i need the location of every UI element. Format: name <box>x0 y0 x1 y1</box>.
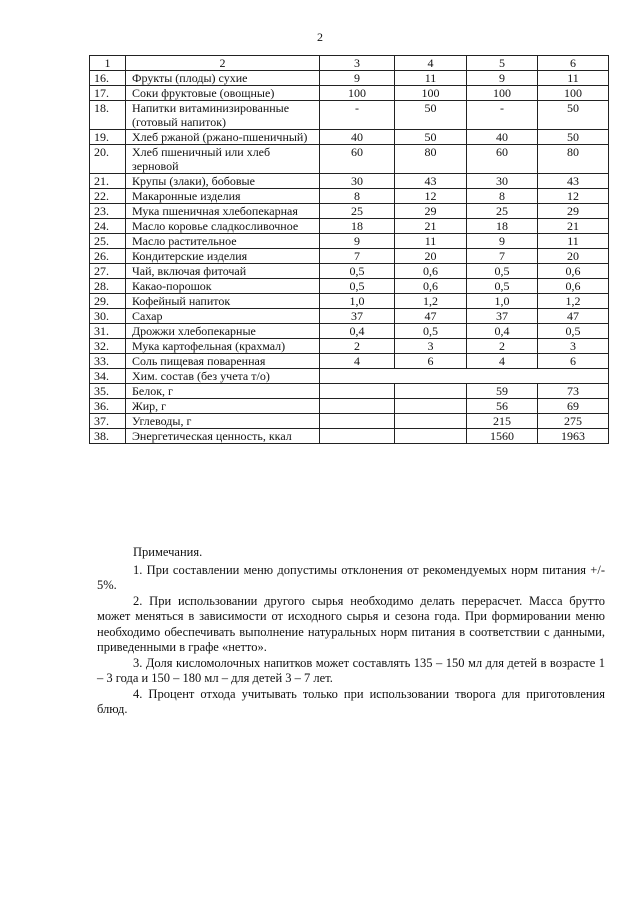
value-cell: 1963 <box>538 429 609 444</box>
row-number: 27. <box>90 264 126 279</box>
note-item: 2. При использовании другого сырья необходимо делать перерасчет. Масса брутто может меняться в зависимости от исходного сырья и сезона года. При формировании меню необходимо обеспечивать выполнение натуральных норм питания в соответствии с данными, приведенными в графе «нетто». <box>97 593 605 654</box>
row-number: 34. <box>90 369 126 384</box>
notes-section <box>97 545 605 718</box>
nutrient-name: Энергетическая ценность, ккал <box>126 429 320 444</box>
value-cell: 37 <box>320 309 395 324</box>
value-cell: - <box>467 101 538 130</box>
value-cell: 40 <box>467 130 538 145</box>
table-row <box>90 71 609 86</box>
product-name: Крупы (злаки), бобовые <box>126 174 320 189</box>
row-number: 25. <box>90 234 126 249</box>
table-row <box>90 86 609 101</box>
empty-cell <box>395 399 467 414</box>
row-number: 35. <box>90 384 126 399</box>
table-row <box>90 130 609 145</box>
row-number: 36. <box>90 399 126 414</box>
value-cell: 100 <box>467 86 538 101</box>
value-cell: 11 <box>538 234 609 249</box>
empty-cell <box>320 399 395 414</box>
note-item: 3. Доля кисломолочных напитков может составлять 135 – 150 мл для детей в возрасте 1 – 3 года и 150 – 180 мл – для детей 3 – 7 лет. <box>97 655 605 685</box>
product-name: Макаронные изделия <box>126 189 320 204</box>
value-cell: 11 <box>395 71 467 86</box>
product-name: Дрожжи хлебопекарные <box>126 324 320 339</box>
product-name: Соль пищевая поваренная <box>126 354 320 369</box>
empty-cell <box>395 414 467 429</box>
value-cell: 47 <box>538 309 609 324</box>
value-cell: 37 <box>467 309 538 324</box>
value-cell: 50 <box>395 101 467 130</box>
empty-cell <box>395 429 467 444</box>
product-name: Масло растительное <box>126 234 320 249</box>
value-cell: 9 <box>467 71 538 86</box>
row-number: 16. <box>90 71 126 86</box>
value-cell: 21 <box>395 219 467 234</box>
value-cell: 100 <box>395 86 467 101</box>
value-cell: 18 <box>320 219 395 234</box>
composition-title-row <box>90 369 609 384</box>
value-cell: 43 <box>538 174 609 189</box>
value-cell: 25 <box>320 204 395 219</box>
column-header: 4 <box>395 56 467 71</box>
product-name: Мука картофельная (крахмал) <box>126 339 320 354</box>
value-cell: 25 <box>467 204 538 219</box>
value-cell: 7 <box>467 249 538 264</box>
product-name: Масло коровье сладкосливочное <box>126 219 320 234</box>
value-cell: 69 <box>538 399 609 414</box>
row-number: 17. <box>90 86 126 101</box>
composition-title: Хим. состав (без учета т/о) <box>126 369 320 384</box>
product-name: Напитки витаминизированные (готовый напиток) <box>126 101 320 130</box>
value-cell: 7 <box>320 249 395 264</box>
value-cell: 9 <box>467 234 538 249</box>
page-number: 2 <box>317 30 323 44</box>
empty-cell <box>320 369 609 384</box>
value-cell: 80 <box>538 145 609 174</box>
value-cell: 4 <box>467 354 538 369</box>
column-header: 3 <box>320 56 395 71</box>
table-header-row <box>90 56 609 71</box>
product-name: Хлеб пшеничный или хлеб зерновой <box>126 145 320 174</box>
table-row <box>90 264 609 279</box>
product-name: Фрукты (плоды) сухие <box>126 71 320 86</box>
value-cell: 21 <box>538 219 609 234</box>
value-cell: 4 <box>320 354 395 369</box>
row-number: 23. <box>90 204 126 219</box>
value-cell: 20 <box>395 249 467 264</box>
product-name: Чай, включая фиточай <box>126 264 320 279</box>
table-row <box>90 145 609 174</box>
value-cell: 18 <box>467 219 538 234</box>
value-cell: 0,5 <box>467 279 538 294</box>
empty-cell <box>395 384 467 399</box>
value-cell: 1,0 <box>320 294 395 309</box>
table-row <box>90 414 609 429</box>
product-name: Мука пшеничная хлебопекарная <box>126 204 320 219</box>
value-cell: 1,2 <box>538 294 609 309</box>
table-row <box>90 429 609 444</box>
value-cell: - <box>320 101 395 130</box>
empty-cell <box>320 414 395 429</box>
value-cell: 30 <box>320 174 395 189</box>
value-cell: 2 <box>320 339 395 354</box>
table-row <box>90 324 609 339</box>
value-cell: 9 <box>320 234 395 249</box>
table-row <box>90 354 609 369</box>
table-row <box>90 294 609 309</box>
table-row <box>90 384 609 399</box>
nutrient-name: Белок, г <box>126 384 320 399</box>
table-row <box>90 339 609 354</box>
row-number: 38. <box>90 429 126 444</box>
nutrient-name: Углеводы, г <box>126 414 320 429</box>
value-cell: 40 <box>320 130 395 145</box>
row-number: 33. <box>90 354 126 369</box>
row-number: 29. <box>90 294 126 309</box>
value-cell: 29 <box>538 204 609 219</box>
product-name: Кофейный напиток <box>126 294 320 309</box>
value-cell: 0,5 <box>320 264 395 279</box>
column-header: 5 <box>467 56 538 71</box>
row-number: 30. <box>90 309 126 324</box>
row-number: 28. <box>90 279 126 294</box>
value-cell: 43 <box>395 174 467 189</box>
table-row <box>90 219 609 234</box>
value-cell: 0,5 <box>320 279 395 294</box>
empty-cell <box>320 384 395 399</box>
value-cell: 12 <box>538 189 609 204</box>
value-cell: 1,0 <box>467 294 538 309</box>
value-cell: 2 <box>467 339 538 354</box>
value-cell: 0,6 <box>395 264 467 279</box>
value-cell: 59 <box>467 384 538 399</box>
value-cell: 11 <box>538 71 609 86</box>
notes-title: Примечания. <box>133 545 203 559</box>
value-cell: 1560 <box>467 429 538 444</box>
value-cell: 9 <box>320 71 395 86</box>
value-cell: 6 <box>538 354 609 369</box>
value-cell: 0,6 <box>395 279 467 294</box>
table-row <box>90 189 609 204</box>
value-cell: 100 <box>538 86 609 101</box>
note-item: 1. При составлении меню допустимы отклонения от рекомендуемых норм питания +/- 5%. <box>97 562 605 592</box>
value-cell: 60 <box>320 145 395 174</box>
table-row <box>90 204 609 219</box>
column-header: 6 <box>538 56 609 71</box>
norms-table <box>89 55 609 444</box>
value-cell: 30 <box>467 174 538 189</box>
value-cell: 60 <box>467 145 538 174</box>
value-cell: 56 <box>467 399 538 414</box>
value-cell: 0,5 <box>395 324 467 339</box>
product-name: Кондитерские изделия <box>126 249 320 264</box>
value-cell: 0,4 <box>320 324 395 339</box>
value-cell: 0,5 <box>538 324 609 339</box>
row-number: 21. <box>90 174 126 189</box>
value-cell: 3 <box>395 339 467 354</box>
table-row <box>90 249 609 264</box>
product-name: Какао-порошок <box>126 279 320 294</box>
value-cell: 275 <box>538 414 609 429</box>
table-row <box>90 399 609 414</box>
value-cell: 0,4 <box>467 324 538 339</box>
value-cell: 80 <box>395 145 467 174</box>
row-number: 20. <box>90 145 126 174</box>
column-header: 2 <box>126 56 320 71</box>
value-cell: 0,5 <box>467 264 538 279</box>
value-cell: 3 <box>538 339 609 354</box>
value-cell: 73 <box>538 384 609 399</box>
row-number: 18. <box>90 101 126 130</box>
column-header: 1 <box>90 56 126 71</box>
value-cell: 20 <box>538 249 609 264</box>
value-cell: 8 <box>467 189 538 204</box>
row-number: 32. <box>90 339 126 354</box>
value-cell: 0,6 <box>538 264 609 279</box>
nutrient-name: Жир, г <box>126 399 320 414</box>
product-name: Соки фруктовые (овощные) <box>126 86 320 101</box>
table-row <box>90 279 609 294</box>
row-number: 26. <box>90 249 126 264</box>
value-cell: 29 <box>395 204 467 219</box>
row-number: 24. <box>90 219 126 234</box>
table-row <box>90 101 609 130</box>
value-cell: 47 <box>395 309 467 324</box>
value-cell: 50 <box>395 130 467 145</box>
empty-cell <box>320 429 395 444</box>
value-cell: 1,2 <box>395 294 467 309</box>
table-row <box>90 234 609 249</box>
value-cell: 0,6 <box>538 279 609 294</box>
value-cell: 6 <box>395 354 467 369</box>
value-cell: 215 <box>467 414 538 429</box>
table-row <box>90 174 609 189</box>
value-cell: 12 <box>395 189 467 204</box>
product-name: Сахар <box>126 309 320 324</box>
value-cell: 50 <box>538 130 609 145</box>
row-number: 19. <box>90 130 126 145</box>
value-cell: 11 <box>395 234 467 249</box>
value-cell: 100 <box>320 86 395 101</box>
value-cell: 8 <box>320 189 395 204</box>
product-name: Хлеб ржаной (ржано-пшеничный) <box>126 130 320 145</box>
table-row <box>90 309 609 324</box>
row-number: 31. <box>90 324 126 339</box>
value-cell: 50 <box>538 101 609 130</box>
note-item: 4. Процент отхода учитывать только при использовании творога для приготовления блюд. <box>97 686 605 716</box>
row-number: 37. <box>90 414 126 429</box>
row-number: 22. <box>90 189 126 204</box>
